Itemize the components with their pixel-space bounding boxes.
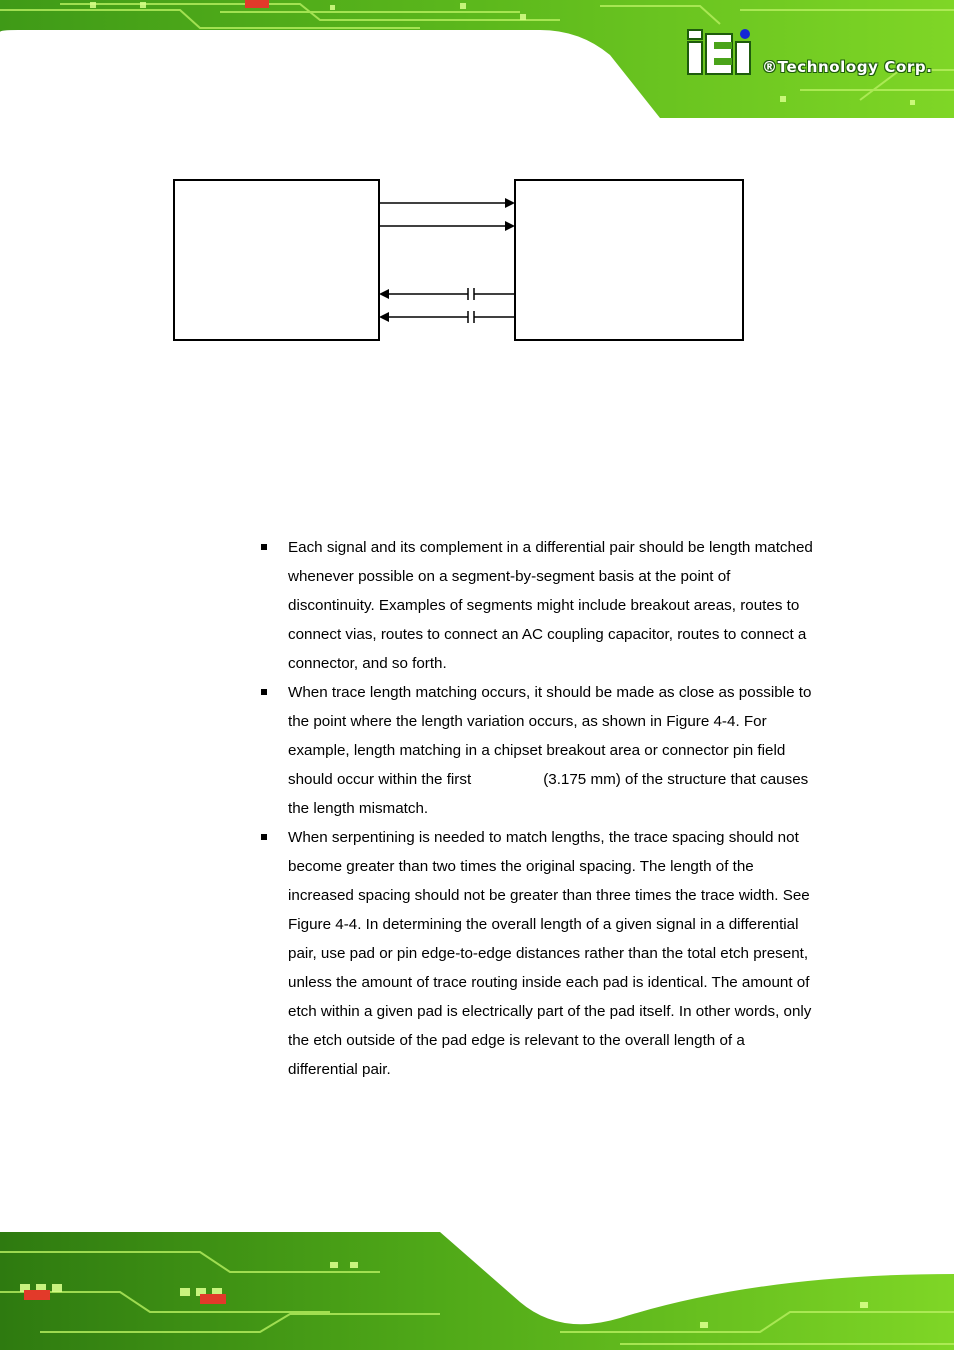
differential-pair-diagram	[170, 175, 750, 350]
iei-logo	[686, 28, 948, 80]
body-content	[258, 533, 818, 1084]
bullet-icon	[261, 544, 267, 550]
rx-pair	[388, 294, 515, 317]
tx-pair	[379, 203, 507, 226]
bullet-text: Each signal and its complement in a differential pair should be length matched whenever possible on a segment-by-segment basis at the point of discontinuity. Examples of segments might include breakout areas, routes to connect vias, routes to connect an AC coupling capacitor, routes to connect a connector, and so forth.	[288, 539, 813, 672]
tx-arrow-2	[505, 221, 515, 231]
routing-guidelines-list	[258, 533, 818, 1084]
bullet-icon	[261, 689, 267, 695]
footer-pcb-banner	[0, 1232, 954, 1350]
list-item	[258, 678, 818, 823]
header-pcb-banner	[0, 0, 954, 118]
bullet-text-after: (3.175 mm) of the structure that causes the length mismatch.	[288, 771, 809, 817]
list-item	[258, 533, 818, 678]
tx-arrow-1	[505, 198, 515, 208]
rx-arrow-1	[379, 289, 389, 299]
rx-arrow-2	[379, 312, 389, 322]
bullet-text: When serpentining is needed to match lengths, the trace spacing should not become greater than two times the original spacing. The length of the increased spacing should not be greater than three times the trace width. See Figure 4-4. In determining the overall length of a given signal in a differential pair, use pad or pin edge-to-edge distances rather than the total etch present, unless the amount of trace routing inside each pad is identical. The amount of etch within a given pad is electrically part of the pad itself. In other words, only the etch outside of the pad edge is relevant to the overall length of a differential pair.	[288, 829, 812, 1078]
left-device-box	[174, 180, 379, 340]
pcb-footer-background	[0, 1232, 954, 1350]
coupling-capacitor-1	[468, 288, 474, 300]
logo-company-name: ®Technology Corp.	[762, 58, 933, 76]
diagram-svg	[170, 175, 750, 345]
iei-logo-icon	[686, 28, 756, 78]
bullet-icon	[261, 834, 267, 840]
list-item	[258, 823, 818, 1084]
bullet-text-before: When trace length matching occurs, it should be made as close as possible to the point where the length variation occurs, as shown in Figure 4-4. For example, length matching in a chipset breakout area or connector pin field should occur within the first	[288, 684, 812, 788]
right-device-box	[515, 180, 743, 340]
coupling-capacitor-2	[468, 311, 474, 323]
